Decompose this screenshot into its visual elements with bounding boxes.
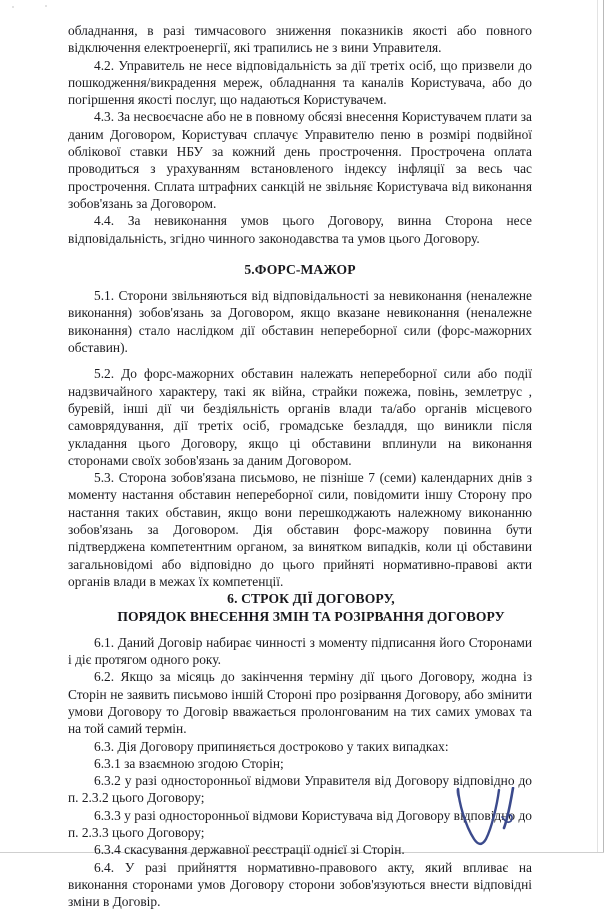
scan-speck [45,5,47,7]
paragraph-6-3-2: 6.3.2 у разі односторонньої відмови Управителя від Договору відповідно до п. 2.3.2 цього Договору; [68,773,532,806]
paragraph-5-1: 5.1. Сторони звільняються від відповідальності за невиконання (неналежне виконання) зобов'язань за Договором, якщо вказане невиконання (неналежне виконання) стало наслідком дії обставин непереборної сили (форс-мажорних обставин). [68,288,532,356]
page-edge-right-inner-border [597,0,598,853]
paragraph-4-4: 4.4. За невиконання умов цього Договору, винна Сторона несе відповідальність, згідно чинного законодавства та умов цього Договору. [68,213,532,246]
handwritten-signature [452,787,562,851]
spacer [68,278,532,287]
scan-speck [12,6,14,8]
spacer [68,625,532,634]
paragraph-4-1-continuation: обладнання, в разі тимчасового зниження показників якості або повного відключення електроенергії, які трапились не з вини Управителя. [68,23,532,56]
paragraph-6-3-1: 6.3.1 за взаємною згодою Сторін; [94,755,284,771]
section-heading-5: 5.ФОРС-МАЖОР [244,261,356,277]
document-body [68,22,532,911]
section-heading-6-line-1: 6. СТРОК ДІЇ ДОГОВОРУ, [227,591,395,607]
paragraph-4-3: 4.3. За несвоєчасне або не в повному обсязі внесення Користувачем плати за даним Договором, Користувач сплачує Управителю пеню в розмірі подвійної облікової ставки НБУ за кожний день прострочення. Прострочена оплата проводиться з урахуванням встановленого індексу інфляції за весь час прострочення. Сплата штрафних санкцій не звільняє Користувача від виконання зобов'язань за Договором. [68,109,532,211]
section-heading-6-line-2: ПОРЯДОК ВНЕСЕННЯ ЗМІН ТА РОЗІРВАННЯ ДОГОВОРУ [117,608,505,624]
paragraph-6-4: 6.4. У разі прийняття нормативно-правового акту, який впливає на виконання сторонами умов Договору сторони зобов'язуються внести відповідні зміни в Договір. [68,859,532,910]
spacer [68,247,532,261]
paragraph-4-2: 4.2. Управитель не несе відповідальність за дії третіх осіб, що призвели до пошкодження/викрадення мереж, обладнання та каналів Користувача, або до погіршення якості послуг, що надаються Користувачем. [68,57,532,108]
paragraph-6-3-3: 6.3.3 у разі односторонньої відмови Користувача від Договору відповідно до п. 2.3.3 цього Договору; [68,807,532,841]
spacer [68,356,532,365]
paragraph-6-1: 6.1. Даний Договір набирає чинності з моменту підписання його Сторонами і діє протягом одного року. [68,634,532,668]
paragraph-5-3: 5.3. Сторона зобов'язана письмово, не пізніше 7 (семи) календарних днів з моменту настання обставин непереборної сили, повідомити іншу Сторону про настання таких обставин, якщо вони перешкоджають належному виконанню зобов'язань за Договором. Дія обставин форс-мажору повинна бути підтверджена компетентним органом, за винятком випадків, коли ці обставини загальновідомі або відповідно до цього прийняті нормативно-правові акти органів влади в межах їх компетенції. [68,470,532,589]
paragraph-5-2: 5.2. До форс-мажорних обставин належать непереборної сили або події надзвичайного характеру, такі як війна, страйки пожежа, повінь, землетрус , буревій, інші дії чи бездіяльність органів влади та/або органів місцевого самоврядування, дії третіх осіб, громадське безладдя, що виникли після укладання цього Договору, якщо ці обставини вплинули на виконання сторонами своїх зобов'язань за даним Договором. [68,366,532,468]
paragraph-6-3: 6.3. Дія Договору припиняється достроково у таких випадках: [94,738,449,754]
paragraph-6-3-4: 6.3.4 скасування державної реєстрації однієї зі Сторін. [94,842,405,858]
paragraph-6-2: 6.2. Якщо за місяць до закінчення терміну дії цього Договору, жодна із Сторін не заявить письмово іншій Стороні про розірвання Договору, або змінити умови Договору то Договір вважається пролонгованим на тих самих умовах та на той самий термін. [68,669,532,737]
section-heading-6 [68,590,532,625]
